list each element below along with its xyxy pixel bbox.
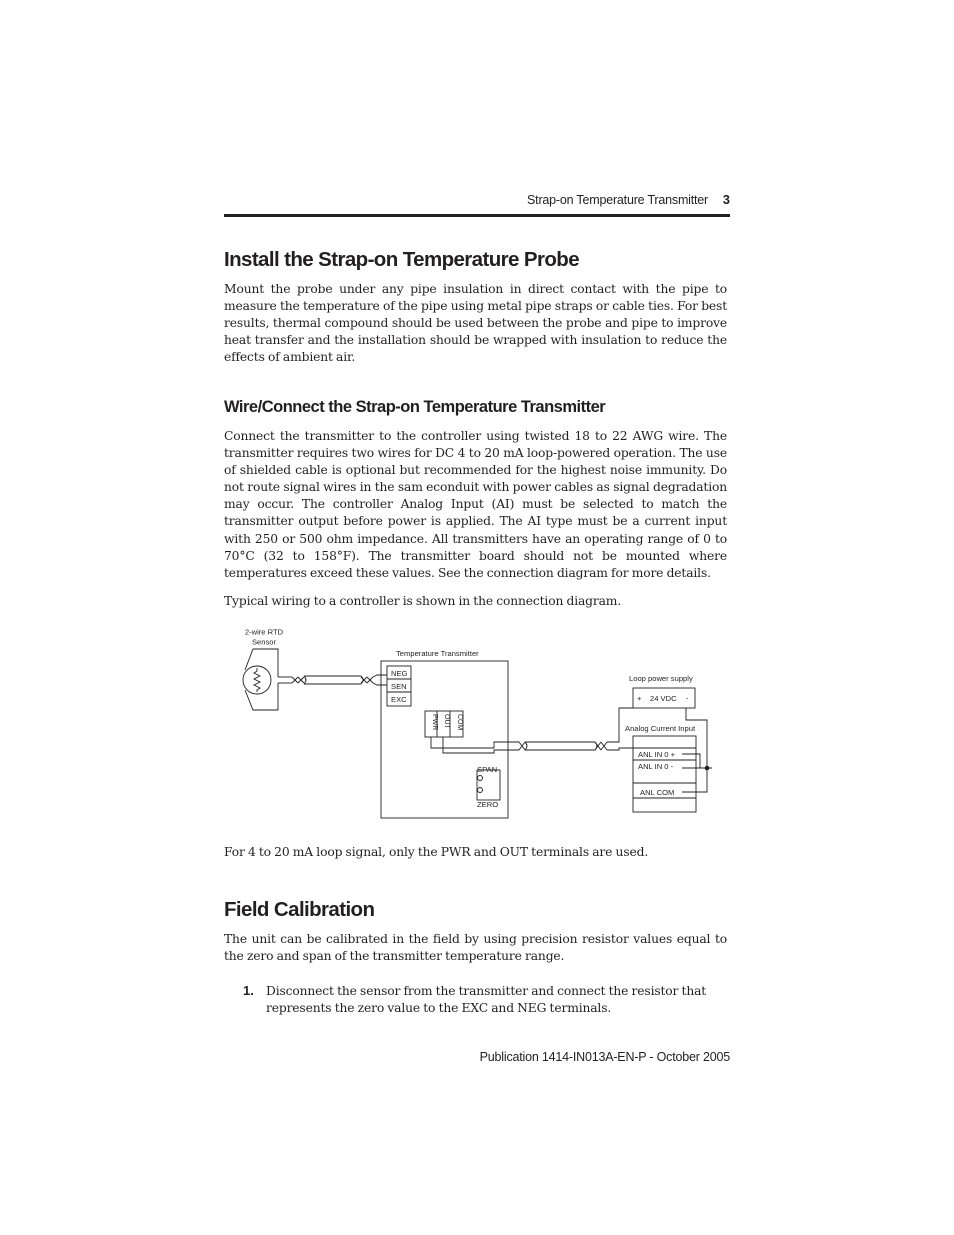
calibration-paragraph: The unit can be calibrated in the field by using precision resistor values equal to the zero and span of the transmitter temperature range. (224, 932, 727, 964)
install-paragraph: Mount the probe under any pipe insulation in direct contact with the pipe to measure the temperature of the pipe using metal pipe straps or cable ties. For best results, thermal compound should be used between the probe and pipe to improve heat transfer and the installation should be wrapped with insulation to reduce the effects of ambient air. (224, 282, 727, 365)
page-number: 3 (722, 192, 730, 207)
power-supply-title: Loop power supply (629, 674, 693, 683)
section-heading-install: Install the Strap-on Temperature Probe (224, 248, 579, 271)
analog-input-title: Analog Current Input (625, 724, 696, 733)
terminal-com: COM (456, 714, 463, 731)
analog-in-minus: ANL IN 0 - (638, 762, 674, 771)
step-number: 1. (243, 983, 254, 998)
analog-input-box (633, 736, 696, 812)
after-diagram-note: For 4 to 20 mA loop signal, only the PWR and OUT terminals are used. (224, 845, 649, 859)
wire-paragraph: Connect the transmitter to the controller using twisted 18 to 22 AWG wire. The transmitter requires two wires for DC 4 to 20 mA loop-powered operation. The use of shielded cable is optional but recommended for the highest noise immunity. Do not route signal wires in the sam econduit with power cables as signal degradation may occur. The controller Analog Input (AI) must be selected to match the transmitter output before power is applied. The AI type must be a current input with 250 or 500 ohm impedance. All transmitters have an operating range of 0 to 70°C (32 to 158°F). The transmitter board should not be mounted where temperatures exceed these values. See the connection diagram for more details. (224, 429, 727, 580)
step-text: Disconnect the sensor from the transmitter and connect the resistor that represents the zero value to the EXC and NEG terminals. (266, 984, 707, 1016)
zero-label: ZERO (477, 800, 499, 809)
power-plus: + (637, 694, 642, 703)
rtd-resistor-zigzag (254, 668, 260, 692)
publication-footer: Publication 1414-IN013A-EN-P - October 2005 (479, 1050, 730, 1064)
running-title: Strap-on Temperature Transmitter (527, 193, 708, 207)
header-rule (224, 214, 730, 217)
terminal-exc: EXC (391, 695, 407, 704)
terminal-sen: SEN (391, 682, 407, 691)
connection-diagram (224, 620, 734, 830)
diagram-intro: Typical wiring to a controller is shown in the connection diagram. (224, 594, 622, 608)
power-minus: - (686, 694, 689, 703)
transmitter-title: Temperature Transmitter (396, 649, 479, 658)
terminal-out: OUT (443, 714, 450, 729)
power-value: 24 VDC (650, 694, 677, 703)
section-heading-calibration: Field Calibration (224, 898, 375, 921)
analog-in-plus: ANL IN 0 + (638, 750, 676, 759)
terminal-neg: NEG (391, 669, 408, 678)
section-heading-wire: Wire/Connect the Strap-on Temperature Transmitter (224, 398, 606, 416)
sensor-label-line-2: Sensor (251, 637, 277, 647)
running-header (224, 190, 730, 210)
analog-com: ANL COM (640, 788, 675, 797)
span-label: SPAN (477, 765, 498, 774)
terminal-pwr: PWR (431, 714, 438, 731)
sensor-label-line-1: 2-wire RTD (244, 627, 284, 637)
